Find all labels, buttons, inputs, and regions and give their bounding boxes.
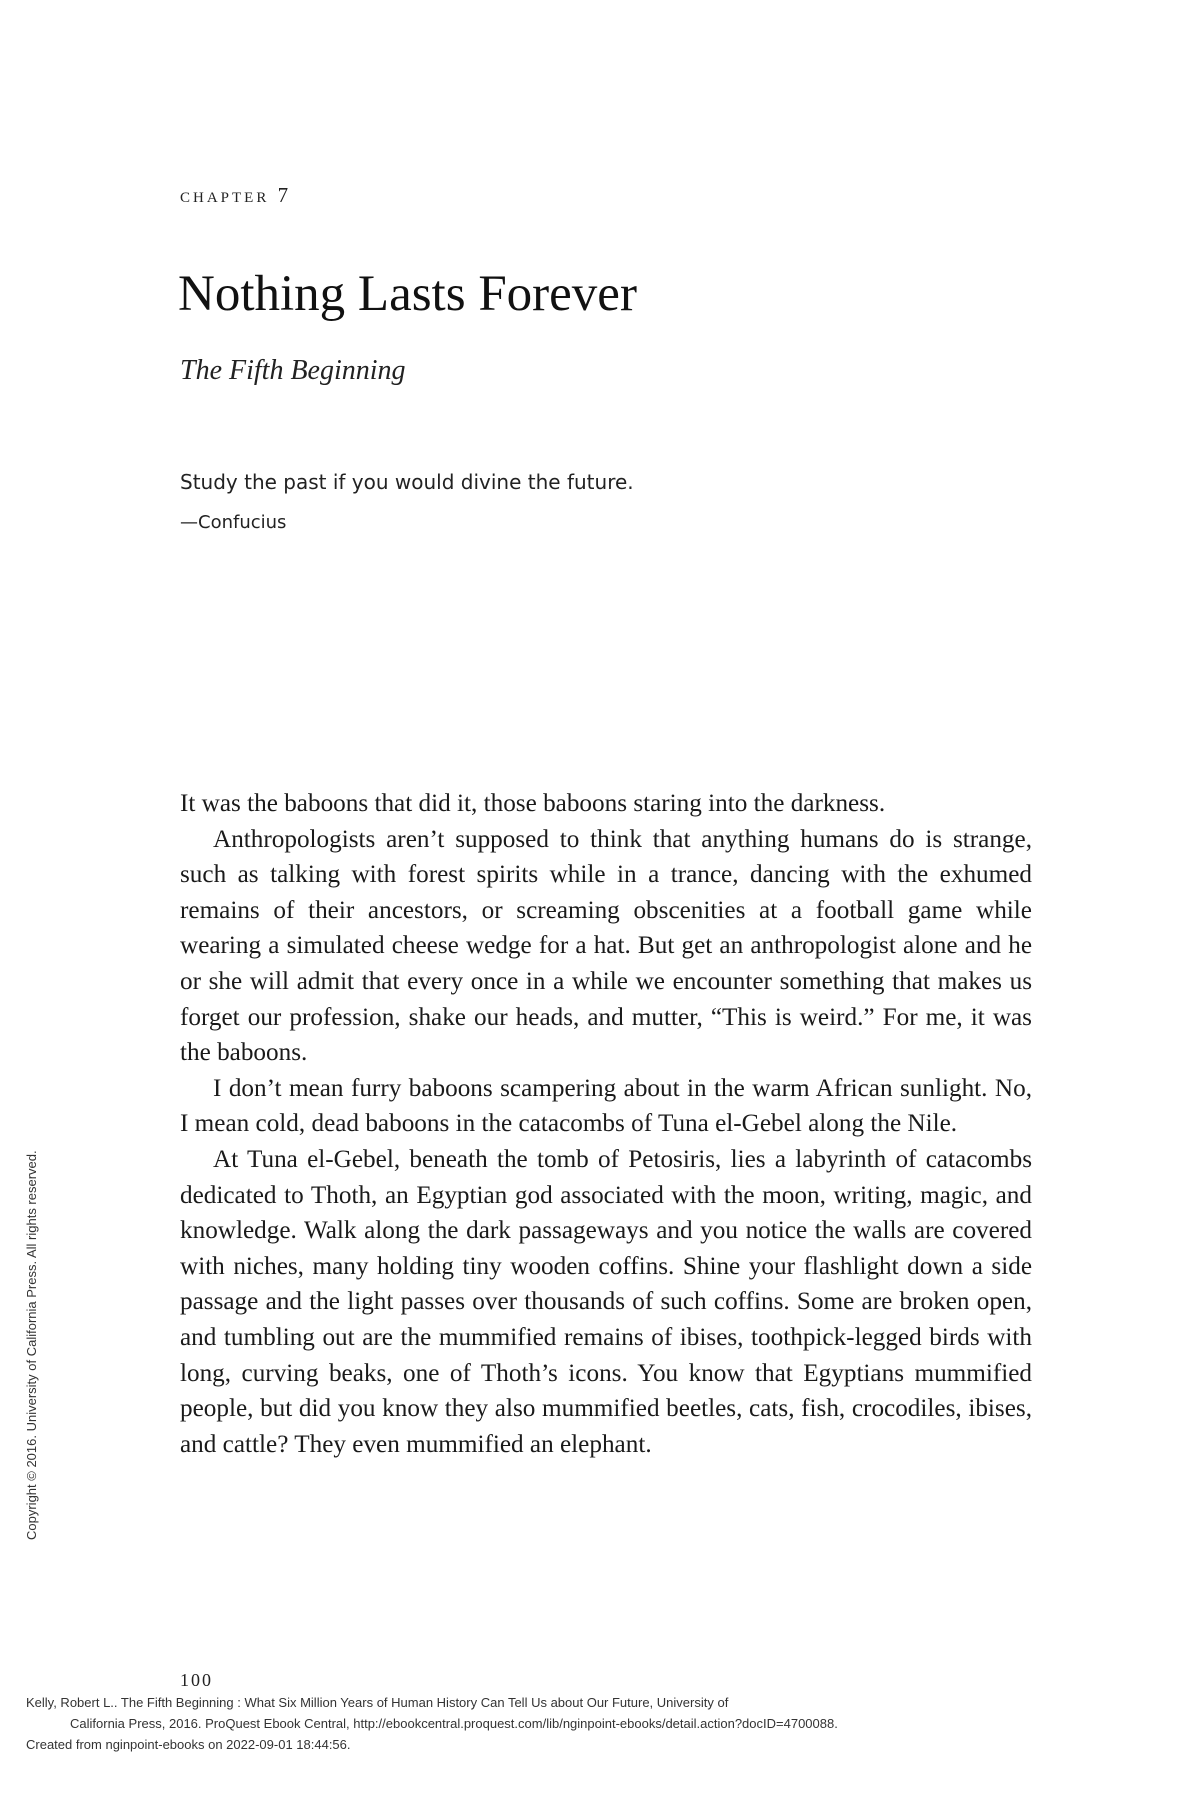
citation-footer: [26, 1692, 838, 1755]
side-copyright-notice: Copyright © 2016. University of California Press. All rights reserved.: [24, 1150, 39, 1540]
body-paragraph: It was the baboons that did it, those baboons staring into the darkness.: [180, 790, 886, 817]
chapter-label: chapter 7: [180, 183, 292, 207]
page-number: 100: [180, 1670, 213, 1690]
body-paragraph: At Tuna el-Gebel, beneath the tomb of Petosiris, lies a labyrinth of catacombs dedicated to Thoth, an Egyptian god associated with the moon, writing, magic, and knowledge. Walk along the dark passageways and you notice the walls are covered with niches, many holding tiny wooden coffins. Shine your flashlight down a side passage and the light passes over thousands of such coffins. Some are broken open, and tumbling out are the mummified remains of ibises, toothpick-legged birds with long, curving beaks, one of Thoth’s icons. You know that Egyptians mummified people, but did you know they also mummified beetles, cats, fish, crocodiles, ibises, and cattle? They even mummified an elephant.: [180, 1145, 1032, 1458]
body-paragraph: I don’t mean furry baboons scampering about in the warm African sunlight. No, I mean cold, dead baboons in the catacombs of Tuna el-Gebel along the Nile.: [180, 1074, 1032, 1138]
citation-line: California Press, 2016. ProQuest Ebook Central, http://ebookcentral.proquest.com/lib/nginpoint-ebooks/detail.action?docID=4700088.: [70, 1716, 838, 1731]
citation-line: Created from nginpoint-ebooks on 2022-09-01 18:44:56.: [26, 1737, 351, 1752]
citation-line: Kelly, Robert L.. The Fifth Beginning : What Six Million Years of Human History Can Tell Us about Our Future, University of: [26, 1695, 729, 1710]
chapter-title: Nothing Lasts Forever: [178, 266, 637, 322]
body-paragraph: Anthropologists aren’t supposed to think that anything humans do is strange, such as talking with forest spirits while in a trance, dancing with the exhumed remains of their ancestors, or screaming obscenities at a football game while wearing a simulated cheese wedge for a hat. But get an anthropologist alone and he or she will admit that every once in a while we encounter something that makes us forget our profession, shake our heads, and mutter, “This is weird.” For me, it was the baboons.: [180, 825, 1032, 1067]
epigraph-attribution: —Confucius: [180, 512, 287, 533]
body-text: [180, 786, 1032, 1462]
epigraph-quote: Study the past if you would divine the future.: [180, 470, 634, 494]
chapter-subtitle: The Fifth Beginning: [180, 355, 406, 386]
